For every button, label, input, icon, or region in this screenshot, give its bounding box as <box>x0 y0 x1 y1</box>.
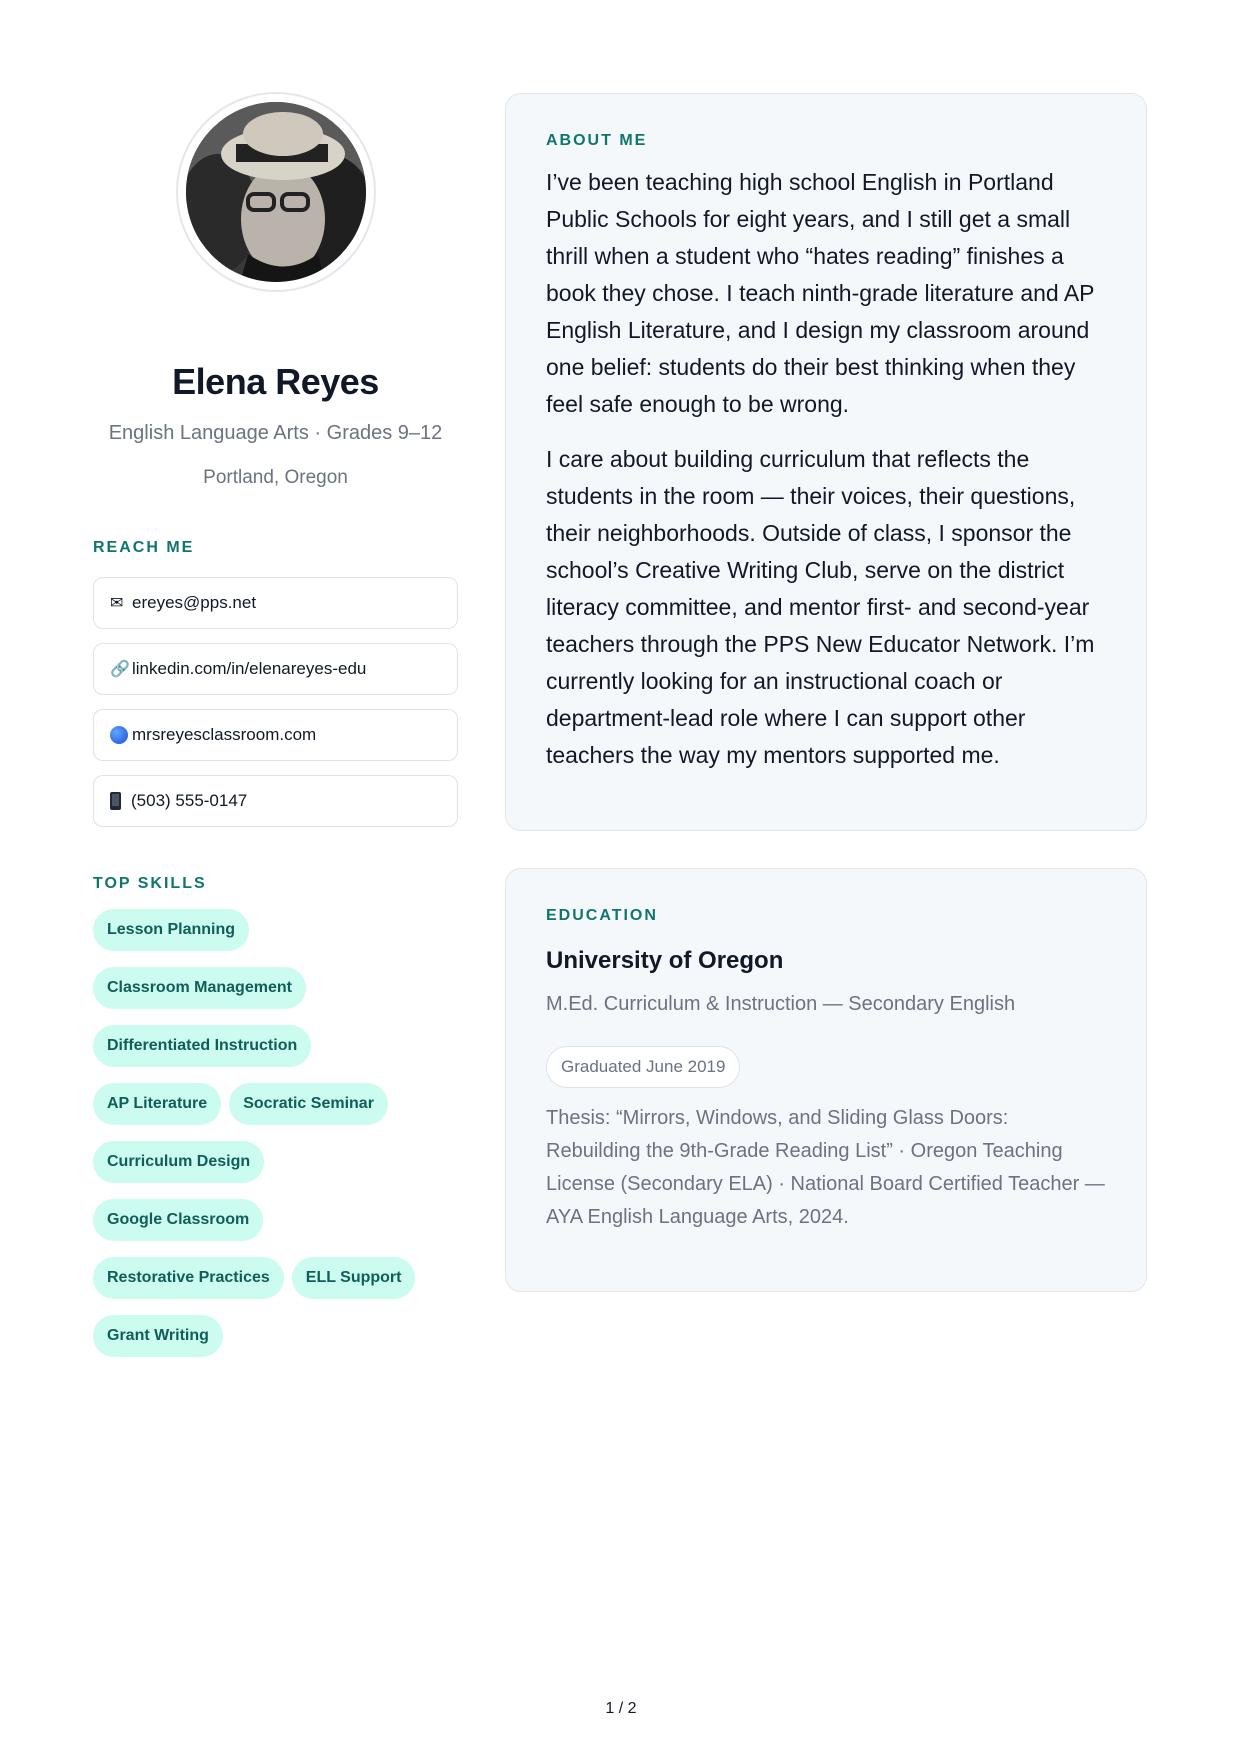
degree-title: M.Ed. Curriculum & Instruction — Secondary English <box>546 993 1016 1015</box>
skill-chip: Google Classroom <box>93 1199 263 1241</box>
skill-chip: Differentiated Instruction <box>93 1025 311 1067</box>
education-card <box>505 868 1147 1292</box>
skill-chip: ELL Support <box>292 1257 416 1299</box>
portrait-image <box>178 94 374 290</box>
profile-location: Portland, Oregon <box>203 466 348 488</box>
school-name: University of Oregon <box>546 947 784 974</box>
profile-name: Elena Reyes <box>172 361 379 402</box>
contact-linkedin-text: linkedin.com/in/elenareyes-edu <box>132 658 367 678</box>
skill-chip: Grant Writing <box>93 1315 223 1357</box>
skill-chip: Curriculum Design <box>93 1141 264 1183</box>
phone-icon <box>110 792 121 810</box>
thesis-text: Thesis: “Mirrors, Windows, and Sliding Glass Doors: Rebuilding the 9th-Grade Reading List” · Oregon Teaching License (Secondary ELA) · National Board Certified Teacher — AYA English Language Arts, 2024. <box>546 1107 1105 1228</box>
skill-chip: Socratic Seminar <box>229 1083 388 1125</box>
about-me-heading: ABOUT ME <box>546 132 648 149</box>
education-heading: EDUCATION <box>546 907 658 924</box>
contact-website[interactable] <box>93 709 458 761</box>
contact-website-text: mrsreyesclassroom.com <box>132 724 317 744</box>
avatar <box>176 92 376 292</box>
about-paragraph: I’ve been teaching high school English in Portland Public Schools for eight years, and I still get a small thrill when a student who “hates reading” finishes a book they chose. I teach ninth-grade literature and AP English Literature, and I design my classroom around one belief: students do their best thinking when they feel safe enough to be wrong. <box>546 169 1095 417</box>
skills-list <box>93 909 458 1357</box>
contact-phone[interactable] <box>93 775 458 827</box>
page-number: 1 / 2 <box>605 1700 637 1717</box>
top-skills-heading: TOP SKILLS <box>93 874 207 892</box>
contact-linkedin[interactable] <box>93 643 458 695</box>
skill-chip: Lesson Planning <box>93 909 249 951</box>
about-paragraph: I care about building curriculum that reflects the students in the room — their voices, their questions, their neighborhoods. Outside of class, I sponsor the school’s Creative Writing Club, serve on the district literacy committee, and mentor first- and second-year teachers through the PPS New Educator Network. I’m currently looking for an instructional coach or department-lead role where I can support other teachers the way my mentors supported me. <box>546 446 1095 768</box>
envelope-icon: ✉ <box>110 594 124 612</box>
profile-subtitle: English Language Arts · Grades 9–12 <box>108 421 443 444</box>
skill-chip: Restorative Practices <box>93 1257 284 1299</box>
graduation-badge: Graduated June 2019 <box>546 1046 740 1088</box>
contact-email[interactable] <box>93 577 458 629</box>
sidebar <box>93 92 458 1357</box>
reach-me-heading: REACH ME <box>93 538 195 556</box>
contact-list <box>93 577 458 827</box>
skill-chip: AP Literature <box>93 1083 221 1125</box>
skill-chip: Classroom Management <box>93 967 306 1009</box>
contact-phone-text: (503) 555-0147 <box>131 790 248 810</box>
about-card <box>505 93 1147 831</box>
contact-email-text: ereyes@pps.net <box>132 592 257 612</box>
link-icon: 🔗 <box>110 660 130 678</box>
globe-icon <box>110 726 128 744</box>
